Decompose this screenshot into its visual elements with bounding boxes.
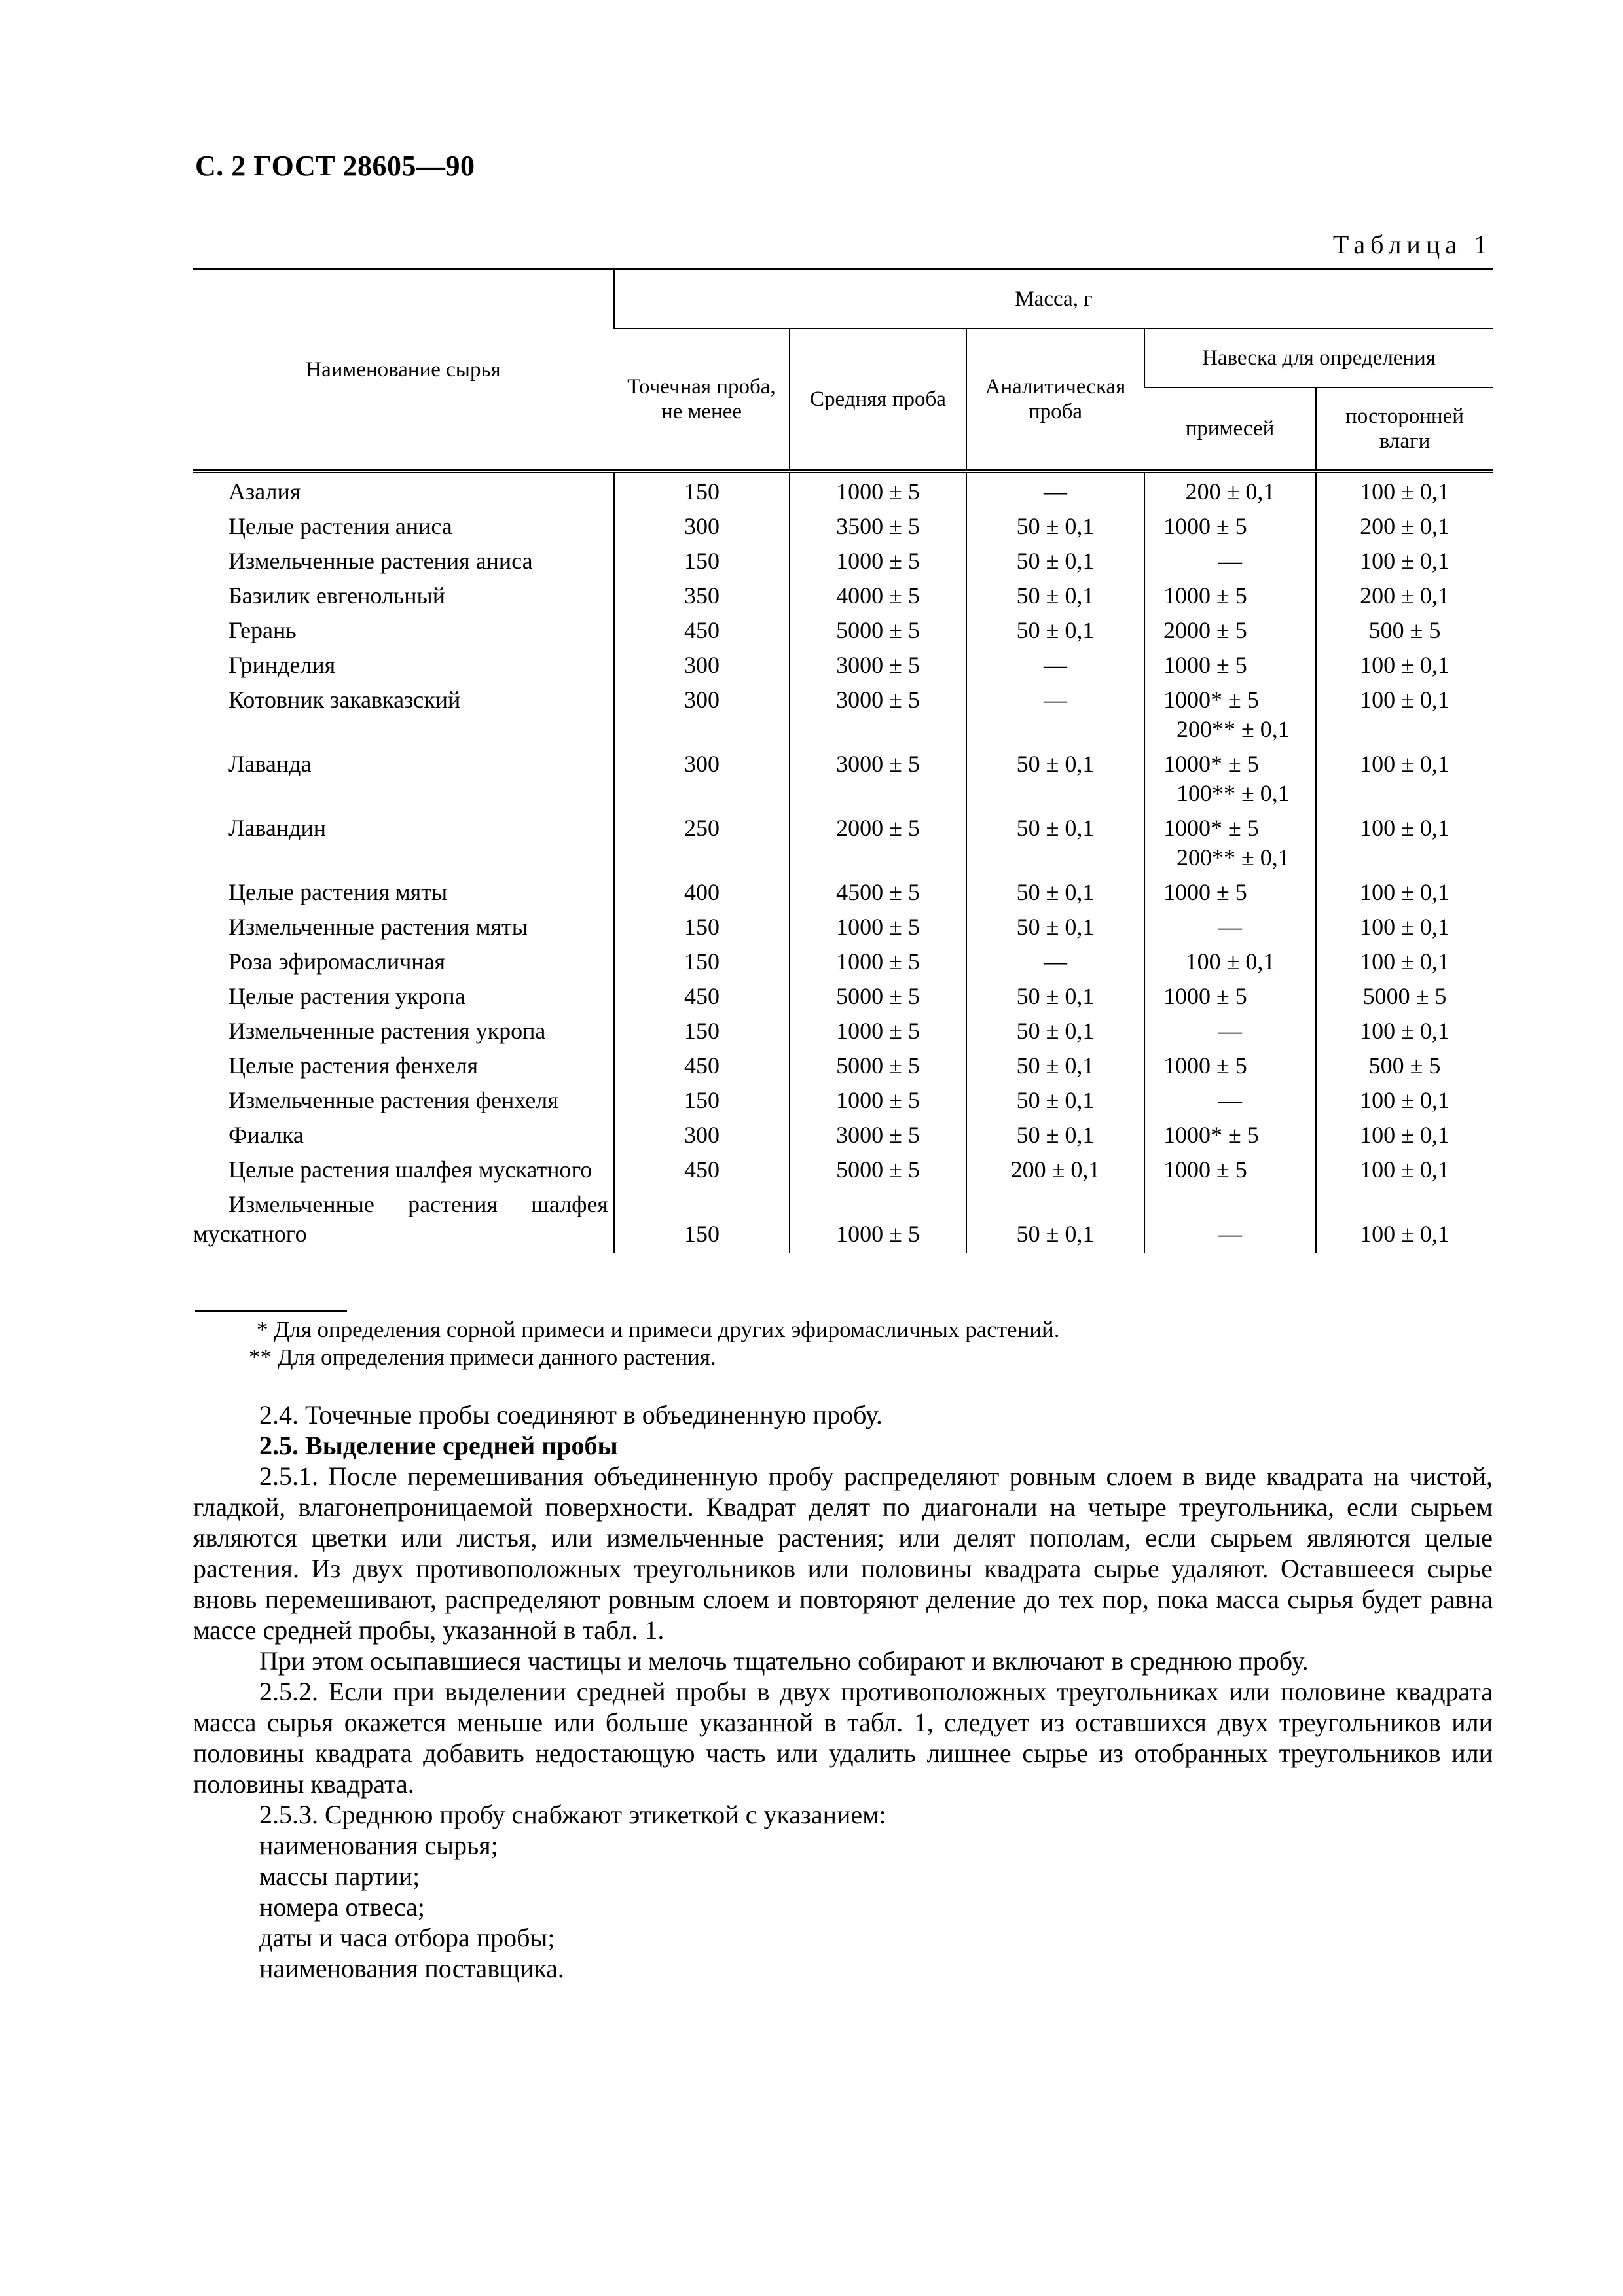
cell-moisture: 100 ± 0,1 xyxy=(1316,1085,1493,1120)
cell-analytic: — xyxy=(966,471,1144,511)
cell-analytic: — xyxy=(966,650,1144,685)
cell-impurities xyxy=(1144,685,1316,749)
cell-moisture: 200 ± 0,1 xyxy=(1316,581,1493,615)
cell-impurities: 100 ± 0,1 xyxy=(1144,946,1316,981)
row-name: Измельченные растения фенхеля xyxy=(228,1087,558,1113)
cell-moisture: 500 ± 5 xyxy=(1316,615,1493,650)
cell-moisture: 200 ± 0,1 xyxy=(1316,511,1493,546)
header-mass: Масса, г xyxy=(614,270,1493,329)
row-name: Азалия xyxy=(228,478,301,505)
table-row xyxy=(193,546,1493,581)
cell-average: 3000 ± 5 xyxy=(790,1120,966,1155)
cell-impurities: 1000 ± 5 xyxy=(1144,511,1316,546)
cell-average: 1000 ± 5 xyxy=(790,946,966,981)
cell-analytic: 50 ± 0,1 xyxy=(966,615,1144,650)
row-name: Целые растения шалфея мускатного xyxy=(228,1157,593,1183)
impurities-line-1: 1000* ± 5 xyxy=(1163,815,1259,841)
cell-average: 1000 ± 5 xyxy=(790,1189,966,1253)
table-row xyxy=(193,581,1493,615)
table-caption: Таблица 1 xyxy=(1332,230,1492,259)
cell-average: 1000 ± 5 xyxy=(790,912,966,946)
cell-impurities: 1000 ± 5 xyxy=(1144,1155,1316,1189)
paragraph-2-4: 2.4. Точечные пробы соединяют в объединенную пробу. xyxy=(259,1400,883,1429)
cell-moisture: 100 ± 0,1 xyxy=(1316,685,1493,749)
cell-point: 450 xyxy=(614,1050,790,1085)
cell-point: 150 xyxy=(614,546,790,581)
impurities-line-1: 1000* ± 5 xyxy=(1163,751,1259,777)
row-name: Измельченные растения аниса xyxy=(228,548,533,574)
row-name: Измельченные растения мяты xyxy=(228,914,528,940)
cell-moisture: 100 ± 0,1 xyxy=(1316,650,1493,685)
header-moisture: посторонней влаги xyxy=(1316,387,1493,471)
footnote-2: ** Для определения примеси данного растения. xyxy=(249,1344,716,1370)
cell-point: 300 xyxy=(614,511,790,546)
cell-analytic: 50 ± 0,1 xyxy=(966,1016,1144,1050)
table-row xyxy=(193,650,1493,685)
cell-analytic: 50 ± 0,1 xyxy=(966,581,1144,615)
header-analytic: Аналитическая проба xyxy=(966,329,1144,471)
cell-impurities: — xyxy=(1144,1085,1316,1120)
list-item: наименования поставщика. xyxy=(259,1954,564,1983)
cell-impurities: 200 ± 0,1 xyxy=(1144,471,1316,511)
row-name: Измельченные растения укропа xyxy=(228,1018,546,1044)
table-row xyxy=(193,1016,1493,1050)
header-point: Точечная проба, не менее xyxy=(614,329,790,471)
table-row xyxy=(193,1155,1493,1189)
cell-moisture: 100 ± 0,1 xyxy=(1316,471,1493,511)
impurities-line-2: 200** ± 0,1 xyxy=(1176,716,1290,742)
cell-moisture: 100 ± 0,1 xyxy=(1316,546,1493,581)
cell-impurities: 1000 ± 5 xyxy=(1144,650,1316,685)
cell-average: 3000 ± 5 xyxy=(790,749,966,813)
header-name: Наименование сырья xyxy=(193,270,614,472)
paragraph-2-5-3: 2.5.3. Среднюю пробу снабжают этикеткой с указанием: xyxy=(259,1800,886,1829)
data-table xyxy=(193,268,1493,1253)
cell-impurities: 1000 ± 5 xyxy=(1144,981,1316,1016)
row-name: Гринделия xyxy=(228,652,336,678)
cell-analytic: 200 ± 0,1 xyxy=(966,1155,1144,1189)
list-item: массы партии; xyxy=(259,1861,420,1891)
row-name: Целые растения аниса xyxy=(228,513,452,539)
table-row xyxy=(193,877,1493,912)
cell-analytic: 50 ± 0,1 xyxy=(966,1189,1144,1253)
table-row xyxy=(193,946,1493,981)
cell-point: 150 xyxy=(614,471,790,511)
cell-analytic: 50 ± 0,1 xyxy=(966,546,1144,581)
cell-impurities xyxy=(1144,749,1316,813)
cell-point: 150 xyxy=(614,946,790,981)
header-average: Средняя проба xyxy=(790,329,966,471)
cell-average: 1000 ± 5 xyxy=(790,471,966,511)
cell-average: 5000 ± 5 xyxy=(790,1050,966,1085)
cell-average: 1000 ± 5 xyxy=(790,1085,966,1120)
cell-impurities: 1000* ± 5 xyxy=(1144,1120,1316,1155)
cell-average: 3000 ± 5 xyxy=(790,650,966,685)
cell-average: 4000 ± 5 xyxy=(790,581,966,615)
header-sample-group: Навеска для определения xyxy=(1144,329,1493,387)
table-body xyxy=(193,471,1493,1253)
cell-point: 400 xyxy=(614,877,790,912)
cell-point: 300 xyxy=(614,685,790,749)
paragraph-2-5-1: 2.5.1. После перемешивания объединенную пробу распределяют ровным слоем в виде квадрата на чистой, гладкой, влагонепроницаемой поверхности. Квадрат делят по диагонали на четыре треугольника, если сырьем являются цветки или листья, или измельченные растения; или делят пополам, если сырьем являются целые растения. Из двух противоположных треугольников или половины квадрата сырье удаляют. Оставшееся сырье вновь перемешивают, распределяют ровным слоем и повторяют деление до тех пор, пока масса сырья будет равна массе средней пробы, указанной в табл. 1. xyxy=(193,1462,1493,1645)
cell-analytic: — xyxy=(966,946,1144,981)
table-row xyxy=(193,1120,1493,1155)
cell-analytic: 50 ± 0,1 xyxy=(966,877,1144,912)
cell-point: 150 xyxy=(614,1016,790,1050)
cell-moisture: 100 ± 0,1 xyxy=(1316,1155,1493,1189)
impurities-line-2: 100** ± 0,1 xyxy=(1176,780,1290,806)
row-name: Котовник закавказский xyxy=(228,687,461,713)
row-name: Целые растения мяты xyxy=(228,879,448,905)
list-item: даты и часа отбора пробы; xyxy=(259,1923,555,1952)
table-row xyxy=(193,981,1493,1016)
cell-point: 150 xyxy=(614,912,790,946)
table-row xyxy=(193,471,1493,511)
cell-average: 1000 ± 5 xyxy=(790,546,966,581)
row-name: Лаванда xyxy=(228,751,312,777)
cell-average: 5000 ± 5 xyxy=(790,615,966,650)
cell-analytic: 50 ± 0,1 xyxy=(966,813,1144,877)
cell-analytic: 50 ± 0,1 xyxy=(966,749,1144,813)
cell-point: 250 xyxy=(614,813,790,877)
cell-average: 5000 ± 5 xyxy=(790,1155,966,1189)
footnote-1: * Для определения сорной примеси и примеси других эфиромасличных растений. xyxy=(257,1317,1060,1342)
cell-average: 3500 ± 5 xyxy=(790,511,966,546)
cell-moisture: 100 ± 0,1 xyxy=(1316,1016,1493,1050)
cell-moisture: 100 ± 0,1 xyxy=(1316,813,1493,877)
cell-analytic: — xyxy=(966,685,1144,749)
cell-average: 5000 ± 5 xyxy=(790,981,966,1016)
table-row xyxy=(193,1085,1493,1120)
table-row xyxy=(193,912,1493,946)
cell-point: 150 xyxy=(614,1085,790,1120)
cell-analytic: 50 ± 0,1 xyxy=(966,1085,1144,1120)
row-name: Фиалка xyxy=(228,1122,304,1148)
cell-point: 300 xyxy=(614,650,790,685)
page-header: С. 2 ГОСТ 28605—90 xyxy=(195,150,475,182)
table-row xyxy=(193,511,1493,546)
cell-impurities: — xyxy=(1144,546,1316,581)
cell-analytic: 50 ± 0,1 xyxy=(966,981,1144,1016)
table-row xyxy=(193,1050,1493,1085)
list-item: номера отвеса; xyxy=(259,1892,425,1922)
impurities-line-1: 1000* ± 5 xyxy=(1163,687,1259,713)
section-heading-2-5: 2.5. Выделение средней пробы xyxy=(259,1431,618,1460)
cell-moisture: 100 ± 0,1 xyxy=(1316,749,1493,813)
table-row xyxy=(193,685,1493,749)
cell-average: 3000 ± 5 xyxy=(790,685,966,749)
row-name: Лавандин xyxy=(228,815,327,841)
table-row xyxy=(193,813,1493,877)
table-row xyxy=(193,749,1493,813)
cell-impurities: — xyxy=(1144,912,1316,946)
cell-average: 1000 ± 5 xyxy=(790,1016,966,1050)
cell-average: 2000 ± 5 xyxy=(790,813,966,877)
cell-impurities: — xyxy=(1144,1016,1316,1050)
cell-impurities: 1000 ± 5 xyxy=(1144,1050,1316,1085)
header-impurities: примесей xyxy=(1144,387,1316,471)
row-name: Роза эфиромасличная xyxy=(228,948,446,975)
cell-moisture: 100 ± 0,1 xyxy=(1316,946,1493,981)
cell-impurities: — xyxy=(1144,1189,1316,1253)
impurities-line-2: 200** ± 0,1 xyxy=(1176,844,1290,870)
cell-point: 350 xyxy=(614,581,790,615)
cell-impurities xyxy=(1144,813,1316,877)
cell-analytic: 50 ± 0,1 xyxy=(966,1120,1144,1155)
cell-moisture: 100 ± 0,1 xyxy=(1316,1189,1493,1253)
footnote-rule xyxy=(195,1310,347,1312)
table-row xyxy=(193,1189,1493,1253)
cell-point: 450 xyxy=(614,981,790,1016)
body-text xyxy=(193,1399,1493,1984)
cell-moisture: 5000 ± 5 xyxy=(1316,981,1493,1016)
cell-point: 300 xyxy=(614,1120,790,1155)
cell-point: 450 xyxy=(614,1155,790,1189)
cell-impurities: 2000 ± 5 xyxy=(1144,615,1316,650)
paragraph-2-5-1-b: При этом осыпавшиеся частицы и мелочь тщательно собирают и включают в среднюю пробу. xyxy=(259,1646,1309,1676)
cell-average: 4500 ± 5 xyxy=(790,877,966,912)
cell-impurities: 1000 ± 5 xyxy=(1144,581,1316,615)
table-row xyxy=(193,615,1493,650)
row-name: Целые растения укропа xyxy=(228,983,465,1009)
row-name: Базилик евгенольный xyxy=(228,583,445,609)
paragraph-2-5-2: 2.5.2. Если при выделении средней пробы в двух противоположных треугольниках или половине квадрата масса сырья окажется меньше или больше указанной в табл. 1, следует из оставшихся двух треугольников или половины квадрата добавить недостающую часть или удалить лишнее сырье из отобранных треугольников или половины квадрата. xyxy=(193,1677,1493,1799)
cell-point: 450 xyxy=(614,615,790,650)
row-name: Измельченные растения шалфея мускатного xyxy=(193,1191,608,1247)
cell-moisture: 500 ± 5 xyxy=(1316,1050,1493,1085)
list-item: наименования сырья; xyxy=(259,1831,498,1860)
row-name: Герань xyxy=(228,617,297,643)
cell-moisture: 100 ± 0,1 xyxy=(1316,1120,1493,1155)
cell-analytic: 50 ± 0,1 xyxy=(966,511,1144,546)
cell-point: 300 xyxy=(614,749,790,813)
cell-moisture: 100 ± 0,1 xyxy=(1316,912,1493,946)
cell-analytic: 50 ± 0,1 xyxy=(966,1050,1144,1085)
cell-moisture: 100 ± 0,1 xyxy=(1316,877,1493,912)
cell-impurities: 1000 ± 5 xyxy=(1144,877,1316,912)
cell-point: 150 xyxy=(614,1189,790,1253)
row-name: Целые растения фенхеля xyxy=(228,1052,479,1079)
cell-analytic: 50 ± 0,1 xyxy=(966,912,1144,946)
